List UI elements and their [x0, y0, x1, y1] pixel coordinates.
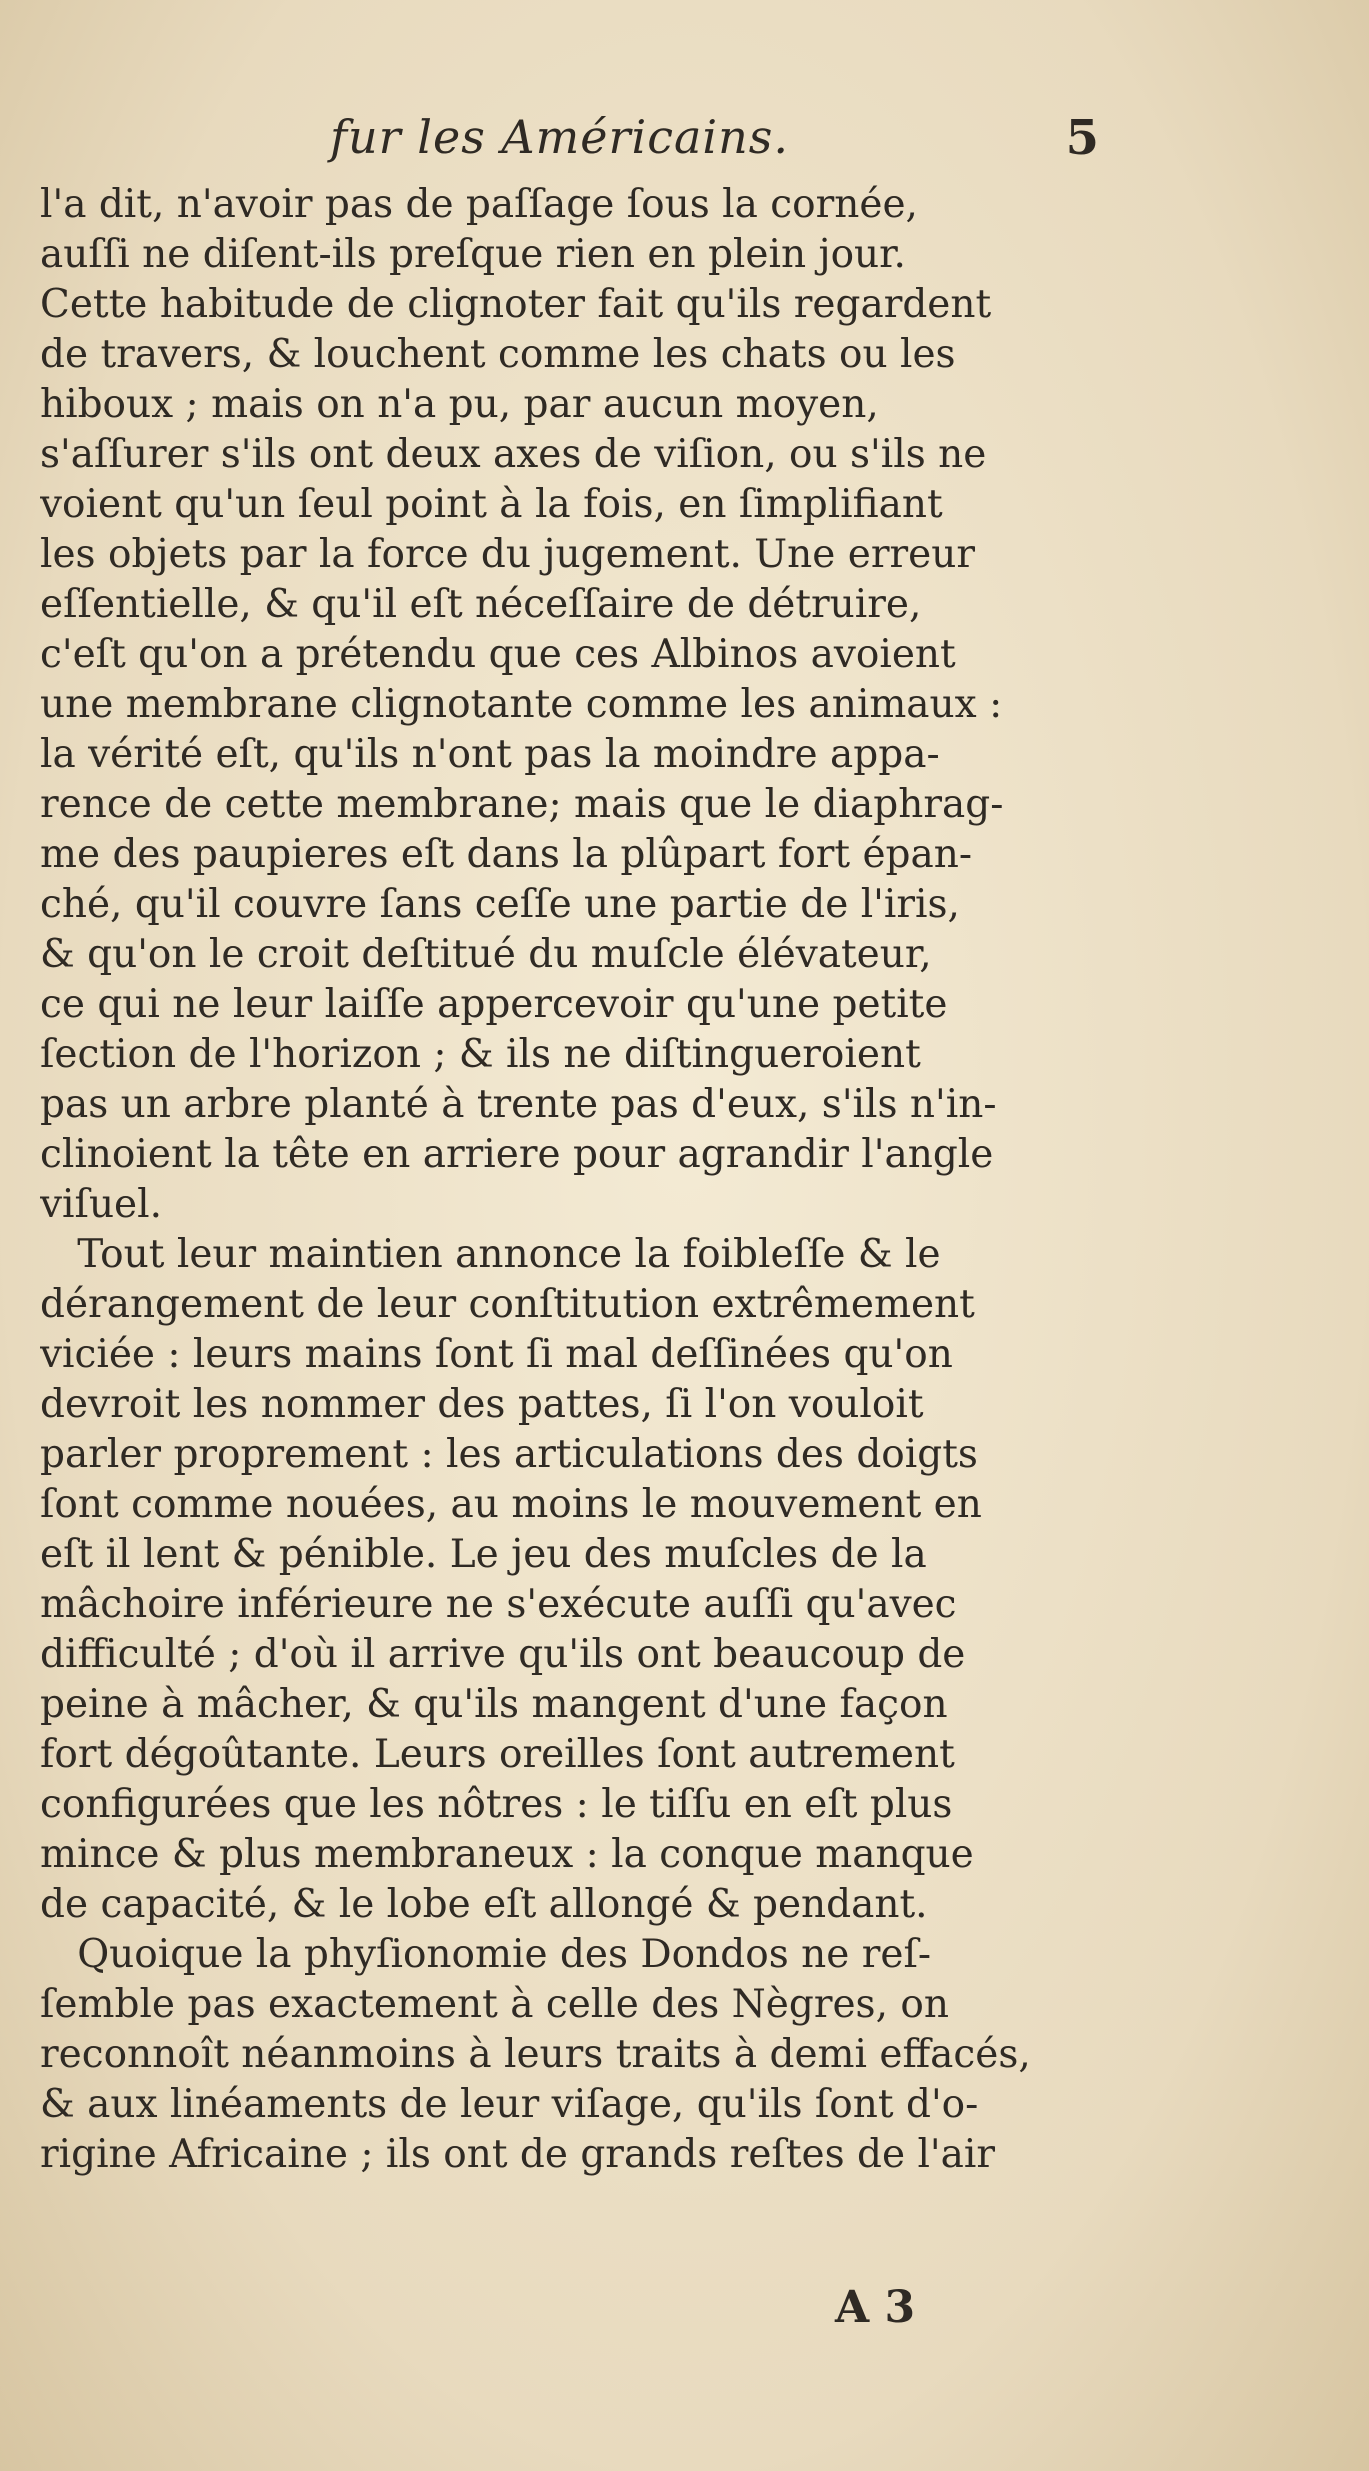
text-line: ché, qu'il couvre ſans ceſſe une partie de l'iris,	[40, 882, 960, 927]
text-line: c'eſt qu'on a prétendu que ces Albinos avoient	[40, 632, 956, 677]
text-line: de capacité, & le lobe eſt allongé & pendant.	[40, 1882, 928, 1927]
text-line: auſſi ne diſent-ils preſque rien en plein jour.	[40, 232, 906, 277]
text-line: rigine Africaine ; ils ont de grands reſtes de l'air	[40, 2132, 996, 2177]
text-line: & qu'on le croit deſtitué du muſcle élévateur,	[40, 932, 932, 977]
text-line: Tout leur maintien annonce la foibleſſe & le	[40, 1232, 941, 1277]
text-line: une membrane clignotante comme les animaux :	[40, 682, 1003, 727]
text-line: Quoique la phyſionomie des Dondos ne reſ-	[40, 1932, 932, 1977]
text-line: rence de cette membrane; mais que le diaphrag-	[40, 782, 1004, 827]
text-line: parler proprement : les articulations des doigts	[40, 1432, 978, 1477]
text-line: voient qu'un ſeul point à la fois, en ſimplifiant	[40, 482, 943, 527]
text-line: eſſentielle, & qu'il eſt néceſſaire de détruire,	[40, 582, 922, 627]
text-line: ſection de l'horizon ; & ils ne diſtingueroient	[40, 1032, 921, 1077]
text-line: configurées que les nôtres : le tiſſu en eſt plus	[40, 1782, 953, 1827]
signature-mark: A 3	[835, 2282, 916, 2333]
text-line: peine à mâcher, & qu'ils mangent d'une façon	[40, 1682, 948, 1727]
text-line: de travers, & louchent comme les chats ou les	[40, 332, 956, 377]
text-line: devroit les nommer des pattes, ſi l'on vouloit	[40, 1382, 924, 1427]
text-line: ſemble pas exactement à celle des Nègres, on	[40, 1982, 949, 2027]
page-header	[0, 110, 1369, 180]
text-line: reconnoît néanmoins à leurs traits à demi effacés,	[40, 2032, 1031, 2077]
text-line: la vérité eſt, qu'ils n'ont pas la moindre appa-	[40, 732, 940, 777]
text-line: viſuel.	[40, 1182, 163, 1227]
text-line: fort dégoûtante. Leurs oreilles ſont autrement	[40, 1732, 955, 1777]
text-line: difficulté ; d'où il arrive qu'ils ont beaucoup de	[40, 1632, 966, 1677]
text-line: & aux linéaments de leur viſage, qu'ils ſont d'o-	[40, 2082, 979, 2127]
body-text	[40, 180, 1130, 2180]
text-line: ſont comme nouées, au moins le mouvement en	[40, 1482, 982, 1527]
text-line: clinoient la tête en arriere pour agrandir l'angle	[40, 1132, 994, 1177]
text-line: les objets par la force du jugement. Une erreur	[40, 532, 975, 577]
text-line: dérangement de leur conſtitution extrêmement	[40, 1282, 975, 1327]
text-line: mâchoire inférieure ne s'exécute auſſi qu'avec	[40, 1582, 957, 1627]
text-line: me des paupieres eſt dans la plûpart fort épan-	[40, 832, 973, 877]
text-line: eſt il lent & pénible. Le jeu des muſcles de la	[40, 1532, 927, 1577]
text-line: l'a dit, n'avoir pas de paſſage ſous la cornée,	[40, 182, 918, 227]
text-line: Cette habitude de clignoter fait qu'ils regardent	[40, 282, 992, 327]
text-line: viciée : leurs mains ſont ſi mal deſſinées qu'on	[40, 1332, 953, 1377]
text-line: pas un arbre planté à trente pas d'eux, s'ils n'in-	[40, 1082, 997, 1127]
text-line: s'aſſurer s'ils ont deux axes de viſion, ou s'ils ne	[40, 432, 987, 477]
text-line: hiboux ; mais on n'a pu, par aucun moyen,	[40, 382, 879, 427]
page-number: 5	[1065, 110, 1099, 166]
text-line: ce qui ne leur laiſſe appercevoir qu'une petite	[40, 982, 948, 1027]
text-line: mince & plus membraneux : la conque manque	[40, 1832, 974, 1877]
running-title: fur les Américains.	[330, 110, 789, 164]
